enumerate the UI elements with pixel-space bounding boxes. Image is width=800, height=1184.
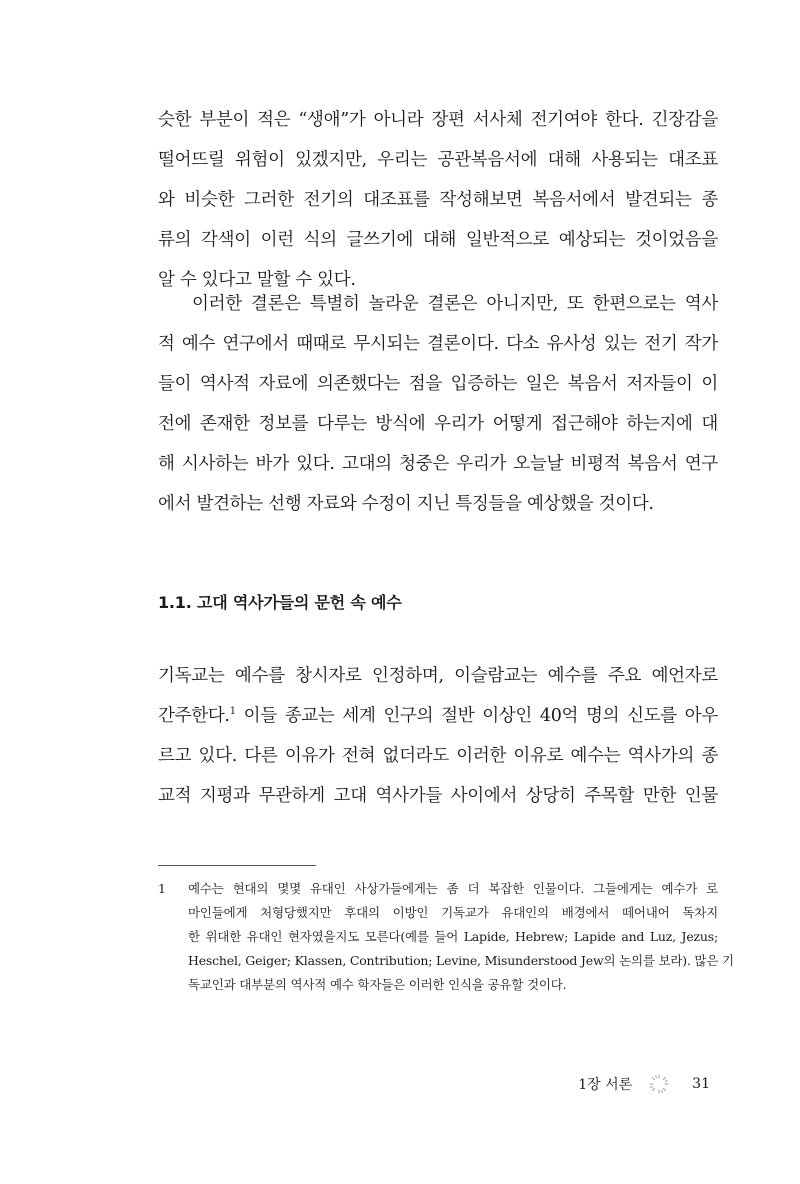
text-line: [158, 696, 718, 736]
footnote-line: 한 위대한 유대인 현자였을지도 모른다(예를 들어 Lapide, Hebrew; Lapide and Luz, Jezus;: [188, 929, 718, 944]
text-line: 슷한 부분이 적은 “생애”가 아니라 장편 서사체 전기여야 한다. 긴장감을: [158, 110, 718, 130]
text-line: 적 예수 연구에서 때때로 무시되는 결론이다. 다소 유사성 있는 전기 작가: [158, 334, 718, 354]
footnote-line: 마인들에게 처형당했지만 후대의 이방인 기독교가 유대인의 배경에서 떼어내어 독차지: [188, 905, 718, 920]
text-fragment: 간주한다.: [158, 706, 230, 726]
footnote-line: 독교인과 대부분의 역사적 예수 학자들은 이러한 인식을 공유할 것이다.: [188, 977, 567, 992]
text-line: 교적 지평과 무관하게 고대 역사가들 사이에서 상당히 주목할 만한 인물: [158, 786, 718, 806]
footnote-line: Heschel, Geiger; Klassen, Contribution; Levine, Misunderstood Jew의 논의를 보라). 많은 기: [188, 953, 734, 968]
footnote-divider: [158, 865, 316, 866]
text-line: 해 시사하는 바가 있다. 고대의 청중은 우리가 오늘날 비평적 복음서 연구: [158, 454, 718, 474]
paragraph-continued: [158, 100, 718, 300]
paragraph-conclusion: [158, 284, 718, 524]
text-line: 에서 발견하는 선행 자료와 수정이 지닌 특징들을 예상했을 것이다.: [158, 494, 654, 514]
text-line: 들이 역사적 자료에 의존했다는 점을 입증하는 일은 복음서 저자들이 이: [158, 374, 718, 394]
sunburst-ornament-icon: [648, 1073, 670, 1095]
text-line: 이러한 결론은 특별히 놀라운 결론은 아니지만, 또 한편으로는 역사: [192, 294, 718, 314]
section-heading: 1.1. 고대 역사가들의 문헌 속 예수: [158, 593, 402, 612]
text-line: 알 수 있다고 말할 수 있다.: [158, 270, 356, 290]
text-fragment: 이들 종교는 세계 인구의 절반 이상인 40억 명의 신도를 아우: [235, 706, 718, 726]
footnote-number: 1: [158, 881, 166, 896]
text-line: 떨어뜨릴 위험이 있겠지만, 우리는 공관복음서에 대해 사용되는 대조표: [158, 150, 718, 170]
page-number: 31: [692, 1076, 710, 1092]
page-footer: [578, 1073, 710, 1095]
footnote-text: [188, 877, 734, 997]
paragraph-section: [158, 656, 718, 816]
chapter-label: 1장 서론: [578, 1077, 633, 1093]
text-line: 전에 존재한 정보를 다루는 방식에 우리가 어떻게 접근해야 하는지에 대: [158, 414, 718, 434]
footnote-line: 예수는 현대의 몇몇 유대인 사상가들에게는 좀 더 복잡한 인물이다. 그들에게는 예수가 로: [188, 881, 718, 896]
text-line: 르고 있다. 다른 이유가 전혀 없더라도 이러한 이유로 예수는 역사가의 종: [158, 746, 718, 766]
text-line: 기독교는 예수를 창시자로 인정하며, 이슬람교는 예수를 주요 예언자로: [158, 666, 718, 686]
footnote-reference[interactable]: 1: [229, 706, 236, 718]
text-line: 와 비슷한 그러한 전기의 대조표를 작성해보면 복음서에서 발견되는 종: [158, 190, 718, 210]
text-line: 류의 각색이 이런 식의 글쓰기에 대해 일반적으로 예상되는 것이었음을: [158, 230, 718, 250]
